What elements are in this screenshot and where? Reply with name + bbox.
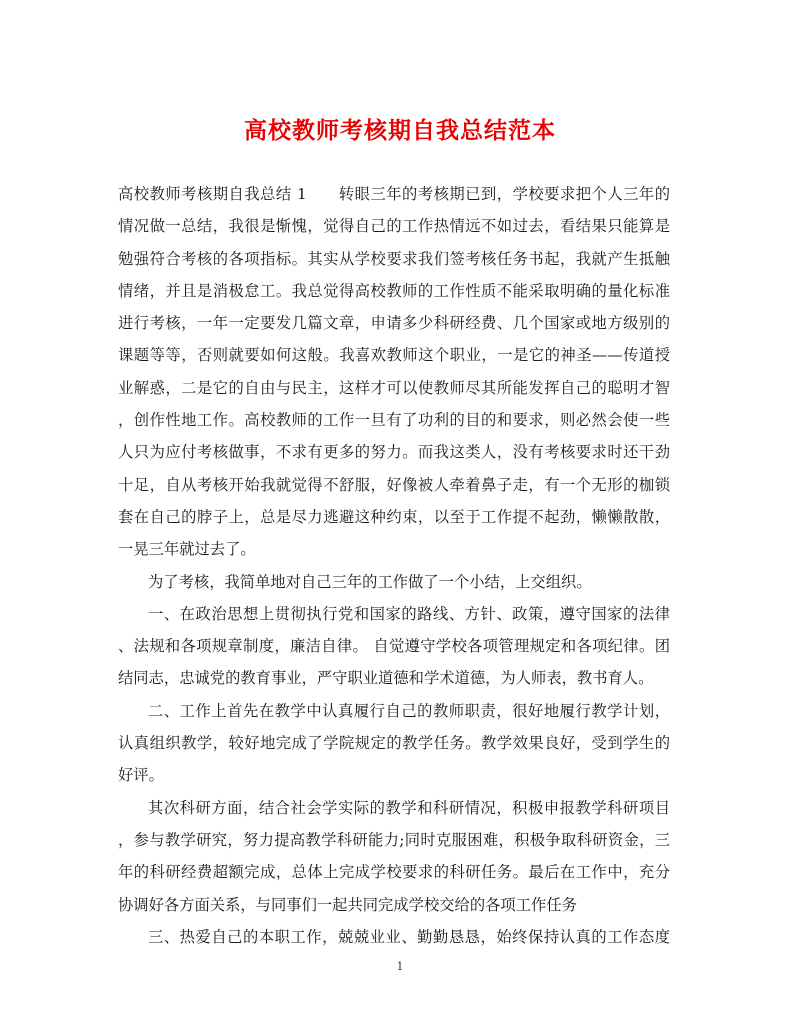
text-line: 十足，自从考核开始我就觉得不舒服，好像被人牵着鼻子走，有一个无形的枷锁: [118, 475, 670, 494]
text-line: 年的科研经费超额完成，总体上完成学校要求的科研任务。最后在工作中，充分: [118, 863, 670, 882]
text-line: 结同志，忠诚党的教育事业，严守职业道德和学术道德，为人师表，教书育人。: [118, 669, 654, 688]
paragraph-5: [118, 792, 670, 921]
document-body: [118, 178, 670, 953]
page-number: 1: [396, 960, 404, 973]
text-line: 情绪，并且是消极怠工。我总觉得高校教师的工作性质不能采取明确的量化标准: [118, 281, 670, 300]
paragraph-1: [118, 178, 670, 566]
text-line: 一晃三年就过去了。: [118, 540, 256, 559]
text-line: 高校教师考核期自我总结 1 转眼三年的考核期已到，学校要求把个人三年的: [118, 185, 670, 203]
text-line: 三、热爱自己的本职工作，兢兢业业、勤勤恳恳，始终保持认真的工作态度: [148, 927, 670, 946]
text-line: 情况做一总结，我很是惭愧，觉得自己的工作热情远不如过去，看结果只能算是: [118, 217, 670, 236]
text-line: 好评。: [118, 766, 164, 785]
paragraph-6: [118, 921, 670, 953]
text-line: 其次科研方面，结合社会学实际的教学和科研情况，积极申报教学科研项目: [148, 798, 670, 817]
paragraph-4: [118, 695, 670, 792]
text-line: 套在自己的脖子上，总是尽力逃避这种约束，以至于工作提不起劲，懒懒散散，: [118, 507, 670, 526]
paragraph-2: [118, 566, 670, 598]
text-line: 二、工作上首先在教学中认真履行自己的教师职责，很好地履行教学计划，: [148, 701, 670, 720]
text-line: 进行考核，一年一定要发几篇文章，申请多少科研经费、几个国家或地方级别的: [118, 314, 670, 333]
text-line: 、法规和各项规章制度，廉洁自律。 自觉遵守学校各项管理规定和各项纪律。团: [118, 637, 670, 656]
text-line: 协调好各方面关系，与同事们一起共同完成学校交给的各项工作任务: [118, 895, 577, 914]
text-line: 业解惑，二是它的自由与民主，这样才可以使教师尽其所能发挥自己的聪明才智: [118, 378, 670, 397]
text-line: ，创作性地工作。高校教师的工作一旦有了功利的目的和要求，则必然会使一些: [118, 411, 670, 430]
text-line: 人只为应付考核做事，不求有更多的努力。而我这类人，没有考核要求时还干劲: [118, 443, 670, 462]
text-line: 一、在政治思想上贯彻执行党和国家的路线、方针、政策，遵守国家的法律: [148, 604, 670, 623]
text-line: 认真组织教学，较好地完成了学院规定的教学任务。教学效果良好，受到学生的: [118, 734, 670, 753]
text-line: 为了考核，我简单地对自己三年的工作做了一个小结，上交组织。: [148, 572, 592, 591]
text-line: ，参与教学研究，努力提高教学科研能力;同时克服困难，积极争取科研资金，三: [118, 830, 670, 849]
text-line: 勉强符合考核的各项指标。其实从学校要求我们签考核任务书起，我就产生抵触: [118, 249, 670, 268]
paragraph-3: [118, 598, 670, 695]
text-line: 课题等等，否则就要如何这般。我喜欢教师这个职业，一是它的神圣——传道授: [118, 346, 670, 365]
document-title: 高校教师考核期自我总结范本: [244, 117, 556, 144]
